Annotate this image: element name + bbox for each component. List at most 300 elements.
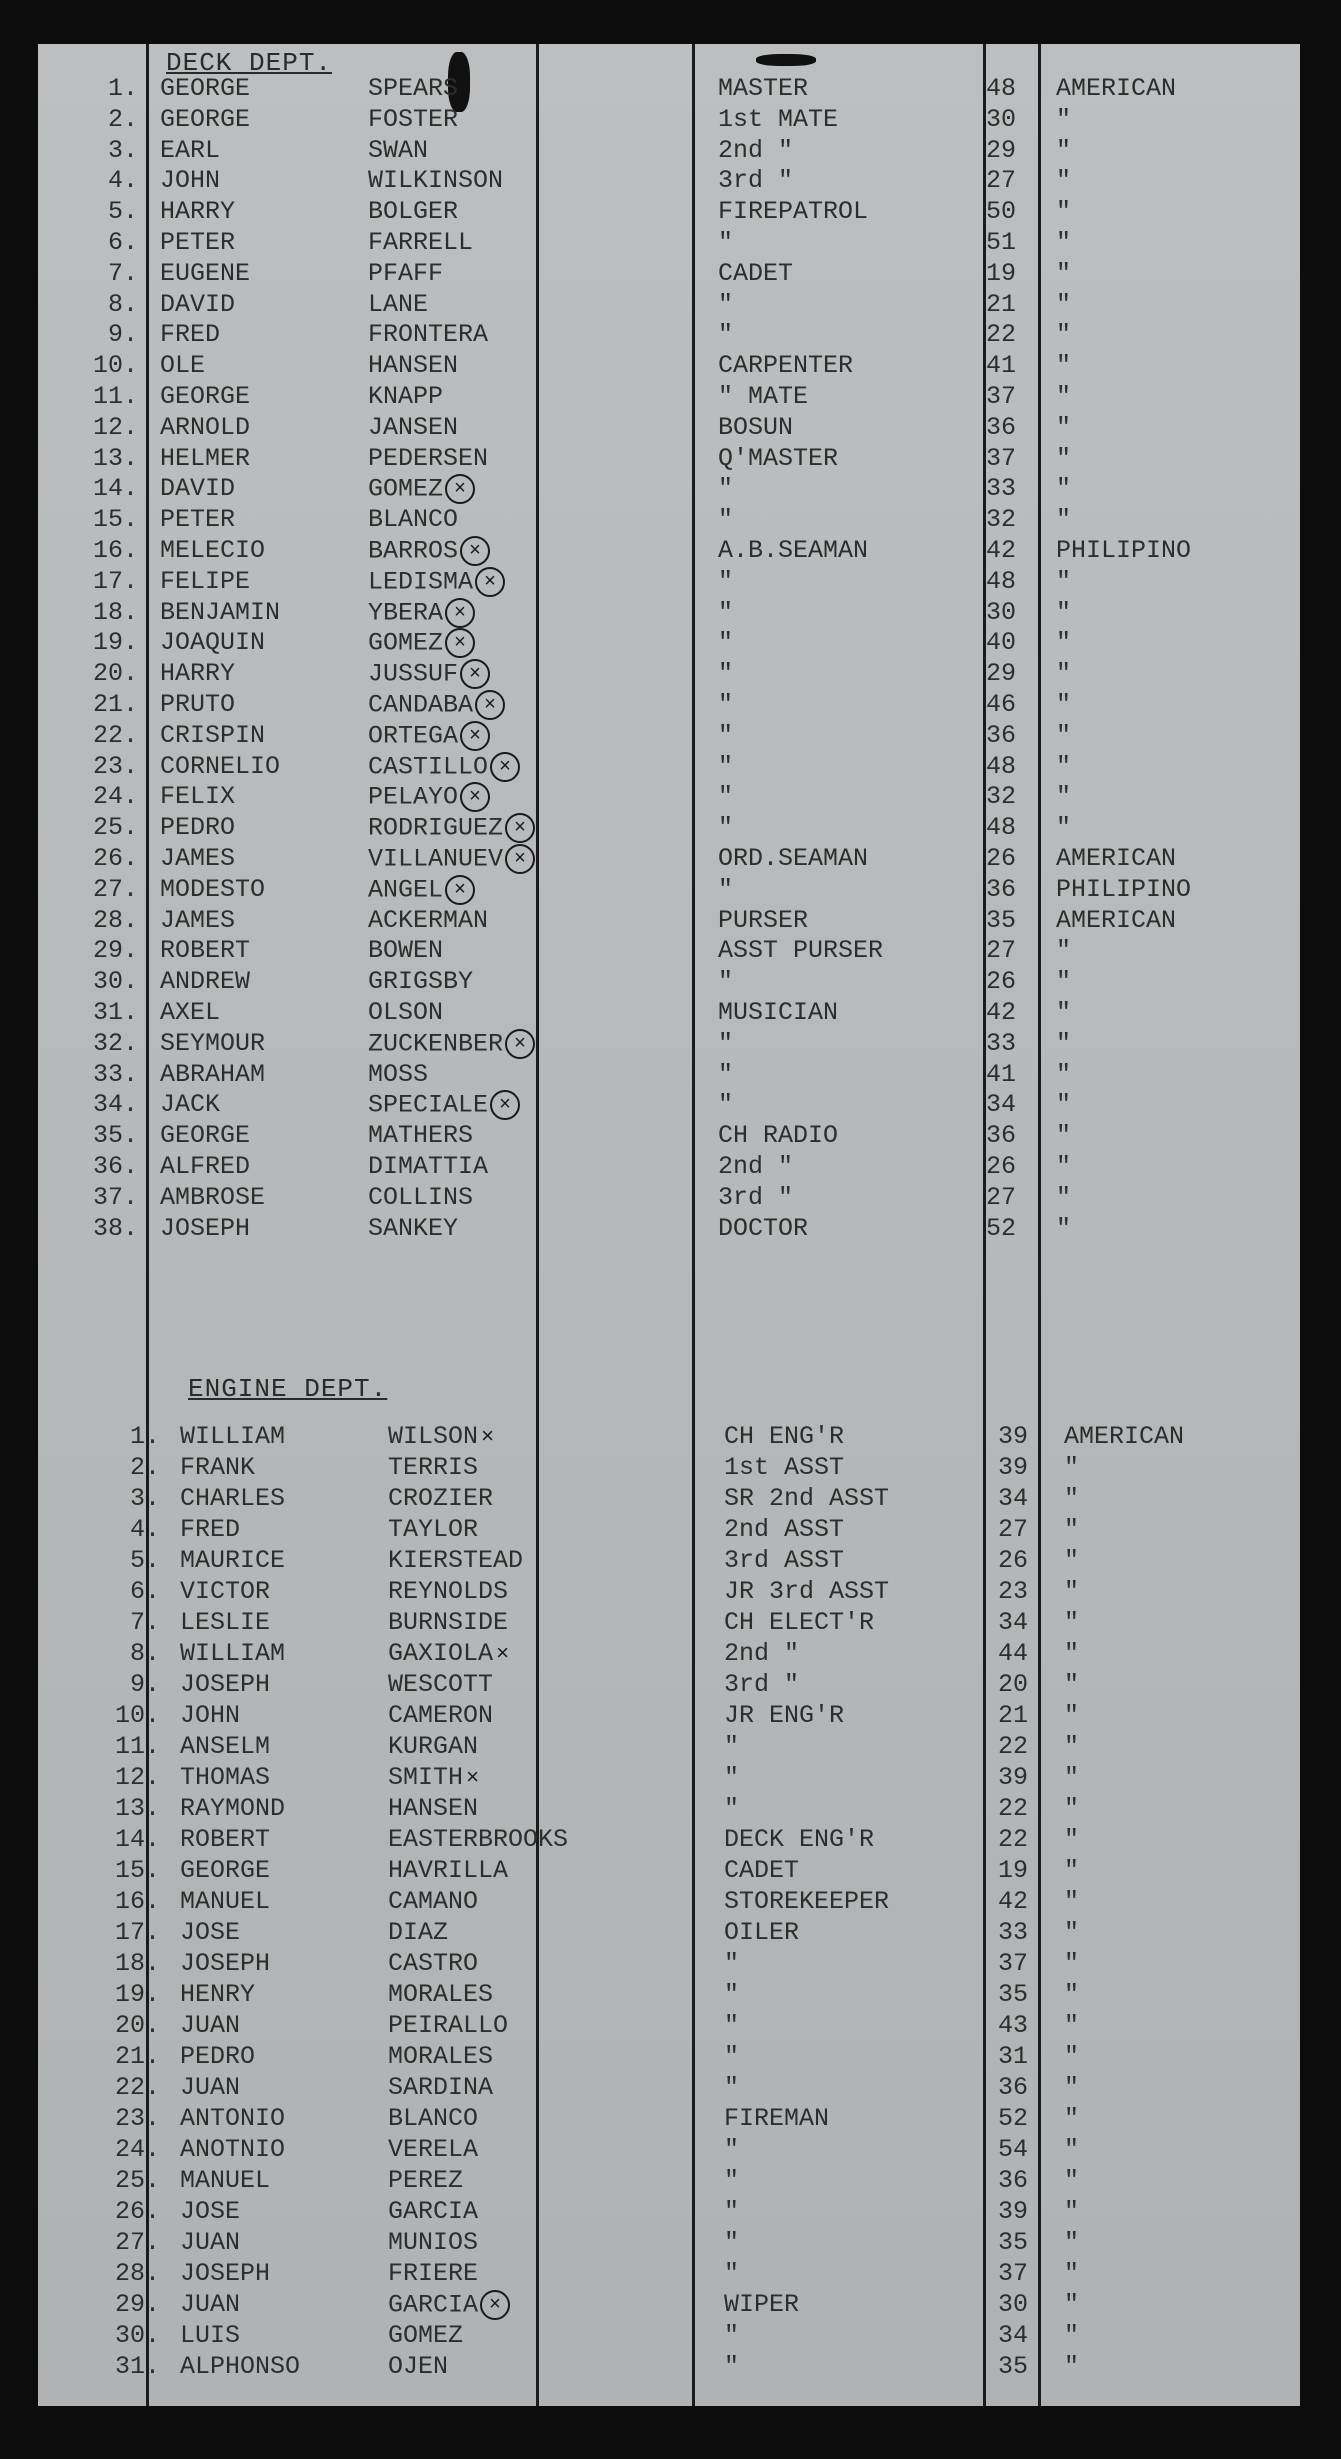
nationality: " (1064, 2352, 1080, 2381)
age: 52 (998, 2104, 1029, 2133)
crew-number: 21. (92, 690, 138, 719)
age: 35 (998, 2352, 1029, 2381)
nationality: " (1056, 135, 1072, 165)
crew-row (38, 875, 1300, 905)
age: 30 (986, 597, 1017, 627)
first-name: JOSEPH (160, 1213, 251, 1243)
crew-number: 5. (129, 1546, 160, 1575)
age: 26 (986, 967, 1017, 997)
last-name: JUSSUF × (368, 659, 490, 689)
crew-number: 33. (92, 1059, 138, 1089)
first-name: EUGENE (160, 258, 251, 288)
nationality: " (1056, 1028, 1072, 1058)
age: 34 (998, 2321, 1029, 2350)
last-name: EASTERBROOKS (388, 1825, 569, 1854)
age: 26 (986, 844, 1017, 873)
crew-row (38, 2197, 1300, 2227)
nationality: " (1056, 1182, 1072, 1212)
nationality: " (1064, 1608, 1080, 1637)
first-name: GEORGE (160, 382, 251, 411)
age: 27 (986, 166, 1017, 196)
circled-x-mark: × (460, 721, 490, 751)
age: 36 (986, 720, 1017, 750)
nationality: AMERICAN (1056, 74, 1177, 103)
first-name: ANOTNIO (180, 2135, 286, 2164)
last-name: LEDISMA × (368, 567, 505, 597)
crew-row (38, 259, 1300, 289)
crew-row (38, 1825, 1300, 1855)
circled-x-mark: × (475, 690, 505, 720)
last-name: BURNSIDE (388, 1608, 509, 1637)
crew-number: 29. (92, 936, 138, 966)
last-name: HAVRILLA (388, 1856, 509, 1885)
last-name: DIAZ (388, 1918, 449, 1947)
age: 29 (986, 135, 1017, 165)
first-name: JOSEPH (180, 2259, 271, 2288)
last-name: GRIGSBY (368, 967, 474, 997)
crew-row (38, 1701, 1300, 1731)
nationality: " (1064, 1670, 1080, 1699)
crew-row (38, 1732, 1300, 1762)
circled-x-mark: × (480, 2290, 510, 2320)
nationality: " (1064, 2228, 1080, 2257)
last-name: MOSS (368, 1059, 429, 1089)
age: 35 (998, 2228, 1029, 2257)
crew-number: 26. (114, 2197, 160, 2226)
first-name: GEORGE (180, 1856, 271, 1885)
crew-number: 2. (107, 104, 138, 134)
rank: FIREPATROL (718, 197, 869, 227)
crew-row (38, 721, 1300, 751)
age: 19 (986, 258, 1017, 288)
last-name: ORTEGA × (368, 721, 490, 751)
age: 33 (986, 474, 1017, 504)
crew-row (38, 474, 1300, 504)
age: 21 (998, 1701, 1029, 1730)
age: 37 (998, 2259, 1029, 2288)
rank: " (724, 2228, 740, 2257)
first-name: HARRY (160, 659, 236, 689)
age: 34 (986, 1090, 1017, 1120)
age: 48 (986, 74, 1017, 103)
crew-row (38, 2011, 1300, 2041)
first-name: PETER (160, 505, 236, 535)
first-name: ANTONIO (180, 2104, 286, 2133)
age: 35 (986, 905, 1017, 935)
age: 27 (998, 1515, 1029, 1544)
crew-row (38, 690, 1300, 720)
nationality: " (1056, 104, 1072, 134)
rank: 2nd " (718, 135, 794, 165)
nationality: " (1056, 628, 1072, 658)
crew-number: 29. (114, 2290, 160, 2319)
crew-number: 30. (92, 967, 138, 997)
age: 26 (986, 1152, 1017, 1181)
nationality: " (1064, 2135, 1080, 2164)
first-name: PEDRO (160, 813, 236, 843)
first-name: CRISPIN (160, 720, 266, 750)
first-name: LESLIE (180, 1608, 271, 1637)
crew-row (38, 752, 1300, 782)
crew-row (38, 2042, 1300, 2072)
nationality: " (1056, 751, 1072, 781)
crew-number: 27. (92, 874, 138, 904)
nationality: " (1064, 2290, 1080, 2319)
circled-x-mark: × (490, 752, 520, 782)
first-name: PETER (160, 228, 236, 257)
nationality: " (1056, 813, 1072, 843)
nationality: " (1064, 1887, 1080, 1916)
last-name: CROZIER (388, 1484, 494, 1513)
first-name: JAMES (160, 844, 236, 873)
last-name: HANSEN (388, 1794, 479, 1823)
last-name: BARROS × (368, 536, 490, 566)
first-name: JOAQUIN (160, 628, 266, 658)
rank: OILER (724, 1918, 800, 1947)
nationality: " (1056, 505, 1072, 535)
age: 36 (986, 1121, 1017, 1151)
circled-x-mark: × (475, 567, 505, 597)
rank: " (718, 1090, 734, 1120)
age: 43 (998, 2011, 1029, 2040)
first-name: LUIS (180, 2321, 241, 2350)
last-name: PEREZ (388, 2166, 464, 2195)
last-name: PFAFF (368, 258, 444, 288)
crew-number: 6. (129, 1577, 160, 1606)
rank: 3rd ASST (724, 1546, 845, 1575)
rank: CH ENG'R (724, 1422, 845, 1451)
last-name: BLANCO (388, 2104, 479, 2133)
nationality: " (1064, 1546, 1080, 1575)
first-name: ANDREW (160, 967, 251, 997)
first-name: FELIPE (160, 566, 251, 596)
crew-number: 28. (114, 2259, 160, 2288)
last-name: ZUCKENBER × (368, 1029, 535, 1059)
nationality: " (1056, 690, 1072, 719)
crew-number: 38. (92, 1213, 138, 1243)
nationality: " (1056, 351, 1072, 381)
crew-number: 34. (92, 1090, 138, 1120)
age: 48 (986, 813, 1017, 843)
last-name: SANKEY (368, 1213, 459, 1243)
rank: 3rd " (718, 1182, 794, 1212)
crew-row (38, 1183, 1300, 1213)
rank: CADET (724, 1856, 800, 1885)
crew-row (38, 998, 1300, 1028)
nationality: " (1064, 1577, 1080, 1606)
age: 22 (986, 320, 1017, 350)
crew-number: 4. (107, 166, 138, 196)
last-name: MORALES (388, 2042, 494, 2071)
first-name: DAVID (160, 289, 236, 319)
crew-number: 1. (129, 1422, 160, 1451)
last-name: FRONTERA (368, 320, 489, 350)
crew-number: 25. (114, 2166, 160, 2195)
crew-number: 21. (114, 2042, 160, 2071)
crew-row (38, 1856, 1300, 1886)
rank: " (724, 2166, 740, 2195)
crew-number: 30. (114, 2321, 160, 2350)
crew-row (38, 2259, 1300, 2289)
crew-row (38, 906, 1300, 936)
age: 30 (986, 104, 1017, 134)
first-name: JOSEPH (180, 1670, 271, 1699)
crew-row (38, 1515, 1300, 1545)
nationality: " (1056, 197, 1072, 227)
crew-number: 37. (92, 1182, 138, 1212)
rank: Q'MASTER (718, 443, 839, 473)
rank: " (718, 690, 734, 719)
crew-number: 24. (92, 782, 138, 812)
age: 42 (986, 998, 1017, 1027)
last-name: GOMEZ × (368, 628, 475, 658)
rank: ASST PURSER (718, 936, 884, 966)
last-name: ACKERMAN (368, 905, 489, 935)
crew-number: 18. (114, 1949, 160, 1978)
rank: WIPER (724, 2290, 800, 2319)
last-name: TERRIS (388, 1453, 479, 1482)
x-mark: × (481, 1425, 495, 1450)
ink-blot (756, 54, 816, 66)
crew-row (38, 351, 1300, 381)
crew-number: 8. (107, 289, 138, 319)
crew-row (38, 628, 1300, 658)
crew-number: 15. (114, 1856, 160, 1885)
crew-number: 31. (92, 998, 138, 1027)
crew-number: 17. (92, 566, 138, 596)
last-name: JANSEN (368, 412, 459, 442)
circled-x-mark: × (505, 1029, 535, 1059)
first-name: WILLIAM (180, 1422, 286, 1451)
age: 48 (986, 751, 1017, 781)
first-name: MANUEL (180, 1887, 271, 1916)
age: 40 (986, 628, 1017, 658)
age: 33 (986, 1028, 1017, 1058)
crew-number: 8. (129, 1639, 160, 1668)
first-name: ALPHONSO (180, 2352, 301, 2381)
nationality: " (1056, 228, 1072, 257)
circled-x-mark: × (445, 628, 475, 658)
crew-row (38, 1121, 1300, 1151)
crew-number: 16. (114, 1887, 160, 1916)
rank: " (718, 967, 734, 997)
last-name: PEDERSEN (368, 443, 489, 473)
last-name: RODRIGUEZ × (368, 813, 535, 843)
engine-dept-title: ENGINE DEPT. (188, 1374, 388, 1404)
crew-row (38, 598, 1300, 628)
age: 37 (986, 443, 1017, 473)
nationality: " (1056, 1213, 1072, 1243)
nationality: " (1064, 2042, 1080, 2071)
crew-number: 9. (129, 1670, 160, 1699)
crew-number: 22. (92, 720, 138, 750)
first-name: AXEL (160, 998, 221, 1027)
crew-row (38, 74, 1300, 104)
last-name: KIERSTEAD (388, 1546, 524, 1575)
circled-x-mark: × (460, 782, 490, 812)
first-name: JOHN (160, 166, 221, 196)
crew-row (38, 1794, 1300, 1824)
age: 48 (986, 566, 1017, 596)
crew-row (38, 1763, 1300, 1793)
nationality: " (1064, 1515, 1080, 1544)
age: 27 (986, 936, 1017, 966)
crew-row (38, 536, 1300, 566)
last-name: GARCIA (388, 2197, 479, 2226)
rank: " (724, 1763, 740, 1792)
crew-row (38, 1980, 1300, 2010)
first-name: VICTOR (180, 1577, 271, 1606)
last-name: SARDINA (388, 2073, 494, 2102)
crew-row (38, 2228, 1300, 2258)
nationality: " (1056, 258, 1072, 288)
nationality: " (1064, 2166, 1080, 2195)
last-name: KURGAN (388, 1732, 479, 1761)
age: 26 (998, 1546, 1029, 1575)
crew-row (38, 1453, 1300, 1483)
rank: " (718, 813, 734, 843)
nationality: " (1056, 320, 1072, 350)
crew-number: 23. (92, 751, 138, 781)
rank: " (718, 566, 734, 596)
nationality: " (1064, 2073, 1080, 2102)
age: 39 (998, 2197, 1029, 2226)
first-name: PRUTO (160, 690, 236, 719)
rank: SR 2nd ASST (724, 1484, 890, 1513)
crew-row (38, 1949, 1300, 1979)
crew-row (38, 1608, 1300, 1638)
crew-row (38, 1422, 1300, 1452)
crew-number: 18. (92, 597, 138, 627)
last-name: MUNIOS (388, 2228, 479, 2257)
first-name: EARL (160, 135, 221, 165)
rank: " (718, 659, 734, 689)
first-name: FRED (180, 1515, 241, 1544)
nationality: PHILIPINO (1056, 874, 1192, 904)
circled-x-mark: × (460, 659, 490, 689)
nationality: " (1056, 936, 1072, 966)
crew-number: 25. (92, 813, 138, 843)
age: 30 (998, 2290, 1029, 2319)
crew-row (38, 136, 1300, 166)
last-name: SPECIALE × (368, 1090, 520, 1120)
age: 36 (998, 2073, 1029, 2102)
age: 33 (998, 1918, 1029, 1947)
crew-number: 28. (92, 905, 138, 935)
first-name: CORNELIO (160, 751, 281, 781)
crew-number: 7. (107, 258, 138, 288)
crew-row (38, 2135, 1300, 2165)
first-name: PEDRO (180, 2042, 256, 2071)
circled-x-mark: × (445, 474, 475, 504)
age: 44 (998, 1639, 1029, 1668)
age: 22 (998, 1825, 1029, 1854)
age: 52 (986, 1213, 1017, 1243)
age: 41 (986, 351, 1017, 381)
crew-number: 11. (114, 1732, 160, 1761)
crew-row (38, 659, 1300, 689)
rank: 2nd ASST (724, 1515, 845, 1544)
last-name: PEIRALLO (388, 2011, 509, 2040)
crew-number: 19. (114, 1980, 160, 2009)
age: 35 (998, 1980, 1029, 2009)
nationality: " (1064, 2259, 1080, 2288)
last-name: VILLANUEV × (368, 844, 535, 874)
crew-row (38, 1670, 1300, 1700)
rank: " (724, 2197, 740, 2226)
rank: " (718, 874, 734, 904)
first-name: MAURICE (180, 1546, 286, 1575)
crew-row (38, 382, 1300, 412)
first-name: OLE (160, 351, 206, 381)
first-name: ARNOLD (160, 412, 251, 442)
rank: " (724, 1949, 740, 1978)
crew-number: 2. (129, 1453, 160, 1482)
rank: 3rd " (724, 1670, 800, 1699)
rank: PURSER (718, 905, 809, 935)
last-name: BOWEN (368, 936, 444, 966)
age: 34 (998, 1484, 1029, 1513)
last-name: CAMANO (388, 1887, 479, 1916)
rank: " (724, 2073, 740, 2102)
age: 23 (998, 1577, 1029, 1606)
crew-row (38, 166, 1300, 196)
first-name: JUAN (180, 2228, 241, 2257)
nationality: " (1064, 1856, 1080, 1885)
first-name: GEORGE (160, 104, 251, 134)
crew-row (38, 290, 1300, 320)
nationality: " (1064, 2321, 1080, 2350)
crew-row (38, 228, 1300, 258)
last-name: FARRELL (368, 228, 474, 257)
circled-x-mark: × (445, 875, 475, 905)
rank: FIREMAN (724, 2104, 830, 2133)
age: 42 (998, 1887, 1029, 1916)
rank: " (724, 2259, 740, 2288)
last-name: BLANCO (368, 505, 459, 535)
rank: " (718, 320, 734, 350)
age: 37 (986, 382, 1017, 411)
nationality: " (1056, 1090, 1072, 1120)
nationality: " (1056, 597, 1072, 627)
first-name: BENJAMIN (160, 597, 281, 627)
first-name: JOSEPH (180, 1949, 271, 1978)
rank: ORD.SEAMAN (718, 844, 869, 873)
nationality: " (1056, 720, 1072, 750)
nationality: " (1064, 1918, 1080, 1947)
last-name: YBERA × (368, 598, 475, 628)
crew-row (38, 320, 1300, 350)
nationality: AMERICAN (1056, 905, 1177, 935)
nationality: " (1056, 998, 1072, 1027)
age: 50 (986, 197, 1017, 227)
crew-row (38, 967, 1300, 997)
crew-number: 12. (114, 1763, 160, 1792)
age: 46 (986, 690, 1017, 719)
crew-row (38, 1577, 1300, 1607)
rank: CADET (718, 258, 794, 288)
crew-row (38, 813, 1300, 843)
crew-row (38, 1152, 1300, 1182)
first-name: GEORGE (160, 74, 251, 103)
circled-x-mark: × (505, 813, 535, 843)
nationality: " (1064, 1639, 1080, 1668)
crew-number: 23. (114, 2104, 160, 2133)
crew-row (38, 936, 1300, 966)
crew-number: 16. (92, 536, 138, 565)
crew-number: 14. (114, 1825, 160, 1854)
crew-number: 35. (92, 1121, 138, 1151)
